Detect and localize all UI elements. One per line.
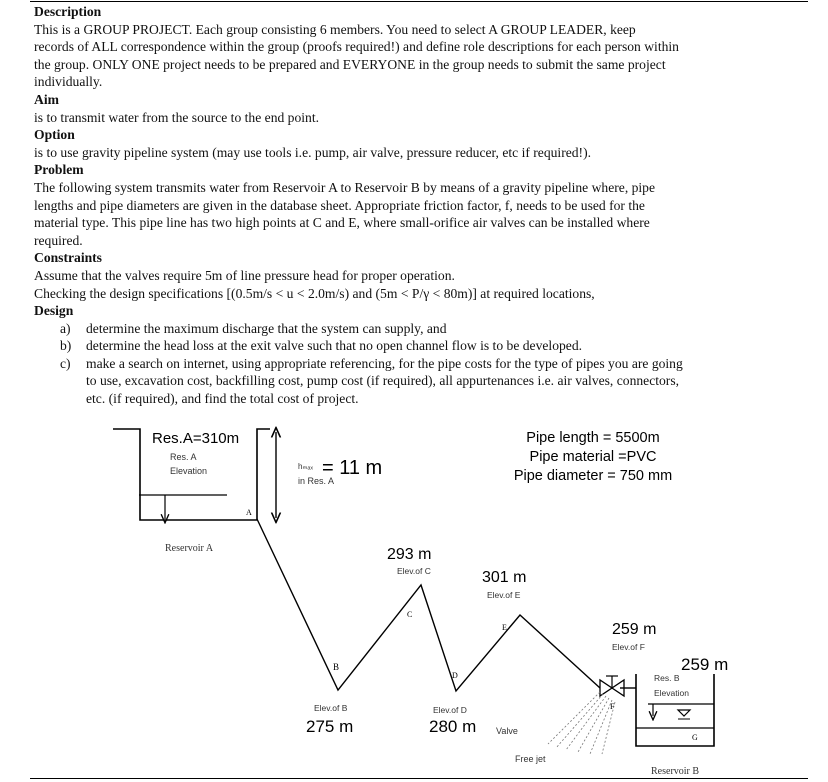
point-g: G [692,733,698,742]
free-jet-label: Free jet [515,754,546,764]
list-text-line: etc. (if required), and find the total cost of project. [86,391,359,407]
elev-e-value: 301 m [482,569,527,586]
reservoir-a-label: Reservoir A [165,543,214,554]
problem-line: The following system transmits water from Reservoir A to Reservoir B by means of a gravity pipeline where, pipe [34,179,656,195]
list-text-line: to use, excavation cost, backfilling cost, pump cost (if required), all appurtenances i.e. air valves, connectors, [86,373,680,389]
res-b-value: 259 m [681,655,729,674]
constraints-line: Checking the design specifications [(0.5m/s < u < 2.0m/s) and (5m < P/γ < 80m)] at required locations, [34,285,595,301]
elev-d-label: Elev.of D [433,705,467,715]
valve-label: Valve [496,726,518,736]
bottom-rule [30,778,808,779]
option-heading: Option [34,127,75,143]
aim-text: is to transmit water from the source to the end point. [34,109,320,125]
list-text: determine the maximum discharge that the system can supply, and [86,320,447,336]
exit-valve-icon [600,676,624,696]
water-surface-icon [678,710,690,716]
list-marker: a) [60,320,71,336]
reservoir-a-water-line [139,495,227,519]
elev-e-label: Elev.of E [487,590,521,600]
pipe-diameter: Pipe diameter = 750 mm [513,468,673,484]
description-line: This is a GROUP PROJECT. Each group consisting 6 members. You need to select A GROUP LEADER, keep [34,21,636,37]
description-line: individually. [34,74,103,90]
point-f: F [610,702,615,711]
problem-heading: Problem [34,162,84,178]
point-b: B [333,662,340,672]
elev-f-label: Elev.of F [612,642,645,652]
res-b-label: Elevation [654,688,689,698]
constraints-heading: Constraints [34,250,102,266]
elev-d-value: 280 m [429,717,477,736]
description-line: the group. ONLY ONE project needs to be prepared and EVERYONE in the group needs to submit the same project [34,56,666,72]
res-a-label: Elevation [170,466,208,476]
point-a: A [246,508,252,517]
elev-f-value: 259 m [612,621,657,638]
design-heading: Design [34,303,74,319]
description-line: records of ALL correspondence within the group (proofs required!) and define role descriptions for each person within [34,39,679,55]
res-b-label: Res. B [654,673,680,683]
reservoir-b-label: Reservoir B [651,766,700,777]
hmax-sub: in Res. A [298,476,335,486]
reservoir-b-tank [636,674,714,746]
pipeline [257,519,600,691]
point-e: E [502,623,507,632]
list-text: determine the head loss at the exit valve such that no open channel flow is to be developed. [86,338,583,354]
res-a-label: Res. A [170,452,197,462]
pipe-length: Pipe length = 5500m [526,430,660,446]
hmax-label: hₘₐₓ [298,462,314,471]
problem-line: required. [34,232,83,248]
problem-line: lengths and pipe diameters are given in the database sheet. Appropriate friction factor, f, needs to be used for the [34,197,645,213]
elev-c-value: 293 m [387,546,432,563]
res-a-title: Res.A=310m [152,430,240,447]
list-marker: b) [60,338,72,354]
pipe-material: Pipe material =PVC [529,449,657,465]
aim-heading: Aim [34,91,59,107]
constraints-line: Assume that the valves require 5m of line pressure head for proper operation. [34,267,455,283]
elev-b-label: Elev.of B [314,703,348,713]
list-text-line: make a search on internet, using appropriate referencing, for the pipe costs for the type of pipes you are going [86,355,683,371]
hmax-value: = 11 m [322,457,383,479]
point-d: D [452,671,458,680]
option-text: is to use gravity pipeline system (may use tools i.e. pump, air valve, pressure reducer, etc if required!). [34,144,592,160]
point-c: C [407,610,413,619]
free-jet-lines [548,692,615,754]
elev-c-label: Elev.of C [397,566,431,576]
description-heading: Description [34,4,102,19]
list-marker: c) [60,355,71,371]
elev-b-value: 275 m [306,717,354,736]
problem-line: material type. This pipe line has two high points at C and E, where small-orifice air valves can be installed where [34,215,650,231]
